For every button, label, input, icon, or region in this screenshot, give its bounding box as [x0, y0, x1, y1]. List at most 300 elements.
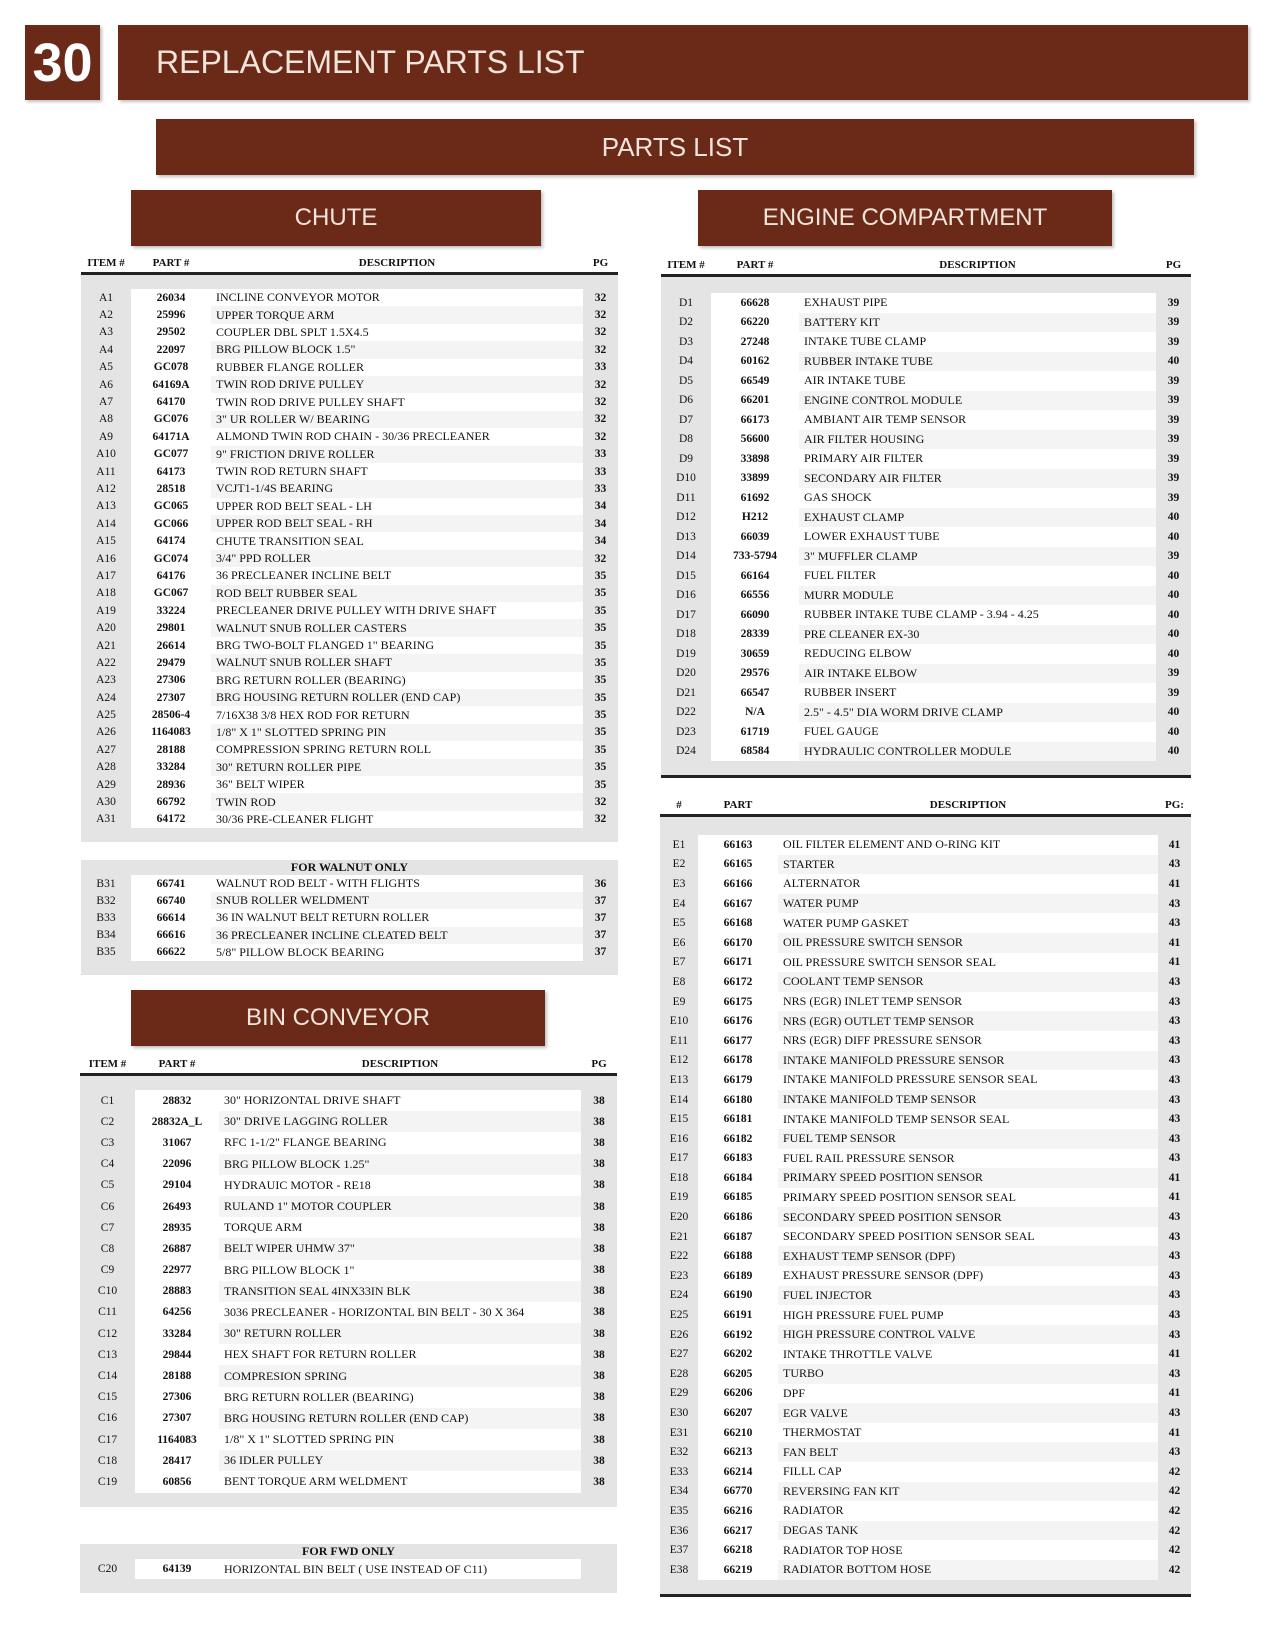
table-row [661, 722, 1191, 742]
description: HYDRAUIC MOTOR - RE18 [224, 1177, 371, 1192]
item-number: B35 [81, 944, 131, 961]
part-number: 66206 [723, 1387, 753, 1400]
part-number: 66172 [723, 975, 753, 988]
table-row [660, 874, 1191, 894]
part-number: 66178 [723, 1054, 753, 1067]
part-number: 66191 [723, 1309, 753, 1322]
page-ref: 35 [583, 672, 618, 689]
part-number: 61719 [740, 725, 770, 738]
page-ref: 41 [1158, 1384, 1191, 1404]
description: LOWER EXHAUST TUBE [804, 529, 940, 544]
table-row [660, 1501, 1191, 1521]
part-number: 25996 [156, 309, 186, 322]
description: TWIN ROD [211, 793, 583, 810]
part-number: 28188 [162, 1370, 192, 1383]
table-body [80, 1559, 617, 1579]
description: TRANSITION SEAL 4INX33IN BLK [219, 1281, 581, 1302]
description: TORQUE ARM [224, 1220, 303, 1235]
page-ref: 42 [1158, 1521, 1191, 1541]
table-row [661, 527, 1191, 547]
item-number: D8 [661, 430, 711, 450]
table-row [660, 1344, 1191, 1364]
description: TWIN ROD RETURN SHAFT [216, 464, 368, 479]
engine-e-table [660, 797, 1191, 1597]
page-ref: 39 [1156, 410, 1191, 430]
page-ref: 35 [583, 759, 618, 776]
description: EXHAUST PRESSURE SENSOR (DPF) [783, 1268, 984, 1283]
page-ref: 42 [1158, 1560, 1191, 1580]
table-row [660, 1109, 1191, 1129]
table-row [81, 927, 618, 944]
item-number: A4 [81, 341, 131, 358]
part-number: GC076 [153, 413, 189, 426]
description: SNUB ROLLER WELDMENT [211, 892, 583, 909]
table-footer [660, 1580, 1191, 1597]
subsection-title: FOR FWD ONLY [80, 1544, 617, 1559]
item-number: A28 [81, 759, 131, 776]
part-number: GC066 [153, 517, 189, 530]
table-row [81, 515, 618, 532]
part-number: 66175 [723, 995, 753, 1008]
column-header-pg: PG [591, 1058, 607, 1070]
part-number: 64256 [162, 1306, 192, 1319]
table-row [81, 706, 618, 723]
item-number: E26 [660, 1325, 698, 1345]
description: WALNUT SNUB ROLLER SHAFT [211, 654, 583, 671]
description: COMPRESION SPRING [219, 1365, 581, 1386]
table-row [661, 586, 1191, 606]
description: 36 IN WALNUT BELT RETURN ROLLER [216, 910, 430, 925]
page-ref: 43 [1158, 1109, 1191, 1129]
part-number: 22977 [162, 1264, 192, 1277]
part-number: 66192 [723, 1328, 753, 1341]
page-ref: 35 [583, 706, 618, 723]
page-ref: 43 [1158, 1011, 1191, 1031]
table-row [660, 1149, 1191, 1169]
part-number: 66220 [740, 316, 770, 329]
item-number: A12 [81, 480, 131, 497]
parts-list-subtitle: PARTS LIST [156, 119, 1194, 175]
part-number: 60856 [162, 1475, 192, 1488]
table-row [80, 1344, 617, 1365]
page-ref: 34 [583, 498, 618, 515]
item-number: C19 [80, 1471, 135, 1492]
part-number: 64139 [162, 1563, 192, 1575]
page-ref: 33 [583, 480, 618, 497]
part-number: 66549 [740, 374, 770, 387]
table-row [660, 1305, 1191, 1325]
page-ref: 35 [583, 741, 618, 758]
engine-table [661, 257, 1191, 778]
table-row [80, 1365, 617, 1386]
header-spacer [80, 1076, 617, 1090]
item-number: C9 [80, 1260, 135, 1281]
item-number: C5 [80, 1175, 135, 1196]
table-row [660, 1168, 1191, 1188]
description: CHUTE TRANSITION SEAL [216, 533, 364, 548]
description: FUEL INJECTOR [778, 1286, 1158, 1306]
description: EXHAUST TEMP SENSOR (DPF) [778, 1246, 1158, 1266]
description: PRIMARY SPEED POSITION SENSOR SEAL [783, 1189, 1016, 1204]
part-number: 22097 [156, 343, 186, 356]
table-row [661, 508, 1191, 528]
part-number: 28339 [740, 628, 770, 641]
item-number: E4 [660, 894, 698, 914]
page-ref: 43 [1158, 1246, 1191, 1266]
description: COOLANT TEMP SENSOR [778, 972, 1158, 992]
table-row [80, 1111, 617, 1132]
page-ref: 39 [1156, 293, 1191, 313]
item-number: E10 [660, 1011, 698, 1031]
page-ref: 38 [581, 1450, 617, 1471]
part-number: 66170 [723, 936, 753, 949]
page-ref: 41 [1158, 953, 1191, 973]
table-row [661, 605, 1191, 625]
page-ref: 39 [1156, 449, 1191, 469]
page-ref: 40 [1156, 742, 1191, 762]
part-number: 66770 [723, 1485, 753, 1498]
table-row [81, 875, 618, 892]
page-ref: 38 [581, 1471, 617, 1492]
part-number: 66185 [723, 1191, 753, 1204]
item-number: D17 [661, 605, 711, 625]
table-row [660, 1207, 1191, 1227]
table-body [80, 1090, 617, 1493]
table-row [660, 972, 1191, 992]
item-number: D4 [661, 352, 711, 372]
table-row [80, 1429, 617, 1450]
item-number: C13 [80, 1344, 135, 1365]
item-number: A18 [81, 585, 131, 602]
description: 3" UR ROLLER W/ BEARING [211, 411, 583, 428]
page-ref: 42 [1158, 1482, 1191, 1502]
item-number: D12 [661, 508, 711, 528]
page-ref: 43 [1158, 1227, 1191, 1247]
part-number: 66188 [723, 1250, 753, 1263]
bin-conveyor-table [80, 1056, 617, 1507]
item-number: E15 [660, 1109, 698, 1129]
column-header-desc: DESCRIPTION [929, 799, 1007, 811]
item-number: D19 [661, 644, 711, 664]
part-number: 66165 [723, 858, 753, 871]
page-ref: 38 [581, 1302, 617, 1323]
table-row [80, 1175, 617, 1196]
part-number: 64172 [156, 813, 186, 826]
item-number: D14 [661, 547, 711, 567]
table-row [80, 1260, 617, 1281]
description: INTAKE MANIFOLD PRESSURE SENSOR SEAL [783, 1072, 1038, 1087]
table-row [81, 637, 618, 654]
item-number: E21 [660, 1227, 698, 1247]
item-number: E33 [660, 1462, 698, 1482]
item-number: E11 [660, 1031, 698, 1051]
description: ROD BELT RUBBER SEAL [211, 585, 583, 602]
table-row [661, 313, 1191, 333]
part-number: GC078 [153, 361, 189, 374]
table-row [80, 1090, 617, 1111]
item-number: D21 [661, 683, 711, 703]
description: RADIATOR [783, 1503, 844, 1518]
item-number: A8 [81, 411, 131, 428]
item-number: E22 [660, 1246, 698, 1266]
page-ref: 32 [583, 289, 618, 306]
page-title: REPLACEMENT PARTS LIST [118, 25, 1248, 100]
item-number: E5 [660, 913, 698, 933]
description: 1/8" X 1" SLOTTED SPRING PIN [211, 724, 583, 741]
page-ref: 41 [1158, 1188, 1191, 1208]
item-number: B31 [81, 875, 131, 892]
part-number: GC077 [153, 448, 189, 461]
table-footer [80, 1493, 617, 1507]
column-header-item: ITEM # [87, 257, 125, 269]
page-ref: 38 [581, 1132, 617, 1153]
description: HORIZONTAL BIN BELT ( USE INSTEAD OF C11) [224, 1561, 488, 1576]
part-number: 26887 [162, 1242, 192, 1255]
page-ref: 32 [583, 341, 618, 358]
part-number: 66184 [723, 1171, 753, 1184]
page-ref: 43 [1158, 992, 1191, 1012]
item-number: A2 [81, 306, 131, 323]
table-row [661, 332, 1191, 352]
page-ref: 37 [583, 927, 618, 944]
page-ref: 38 [581, 1090, 617, 1111]
item-number: E36 [660, 1521, 698, 1541]
part-number: 66207 [723, 1407, 753, 1420]
table-row [80, 1238, 617, 1259]
item-number: A17 [81, 567, 131, 584]
table-row [81, 654, 618, 671]
item-number: E9 [660, 992, 698, 1012]
item-number: A15 [81, 532, 131, 549]
description: HEX SHAFT FOR RETURN ROLLER [224, 1347, 417, 1362]
description: ALTERNATOR [783, 876, 861, 891]
item-number: C7 [80, 1217, 135, 1238]
page-ref: 32 [583, 811, 618, 828]
part-number: 66090 [740, 608, 770, 621]
page-ref: 38 [581, 1175, 617, 1196]
table-row [81, 359, 618, 376]
page-ref: 43 [1158, 1305, 1191, 1325]
description: EGR VALVE [778, 1403, 1158, 1423]
description: BRG RETURN ROLLER (BEARING) [224, 1389, 414, 1404]
description: BELT WIPER UHMW 37" [219, 1238, 581, 1259]
table-row [80, 1217, 617, 1238]
part-number: 66210 [723, 1426, 753, 1439]
part-number: 66039 [740, 530, 770, 543]
table-row [660, 1560, 1191, 1580]
part-number: 66622 [156, 946, 186, 959]
column-header-pg: PG [1165, 259, 1182, 271]
item-number: E31 [660, 1423, 698, 1443]
table-body [661, 293, 1191, 761]
description: AIR INTAKE ELBOW [799, 664, 1156, 684]
table-row [80, 1154, 617, 1175]
page-ref: 43 [1158, 1090, 1191, 1110]
item-number: B32 [81, 892, 131, 909]
description: BRG TWO-BOLT FLANGED 1" BEARING [216, 638, 435, 652]
table-row [660, 1129, 1191, 1149]
part-number: 66556 [740, 589, 770, 602]
page-ref: 38 [581, 1217, 617, 1238]
column-header-item: ITEM # [667, 259, 705, 271]
description: REVERSING FAN KIT [778, 1482, 1158, 1502]
table-row [81, 567, 618, 584]
table-row [661, 391, 1191, 411]
table-body [81, 875, 618, 961]
description: RULAND 1" MOTOR COUPLER [219, 1196, 581, 1217]
item-number: A30 [81, 793, 131, 810]
fwd-table [80, 1544, 617, 1593]
table-row [660, 1246, 1191, 1266]
part-number: 26034 [156, 291, 186, 304]
page-ref: 39 [1156, 371, 1191, 391]
part-number: 28936 [156, 778, 186, 791]
item-number: D22 [661, 703, 711, 723]
table-row [661, 625, 1191, 645]
table-row [660, 1070, 1191, 1090]
description: WALNUT SNUB ROLLER CASTERS [211, 619, 583, 636]
page-ref: 41 [1158, 835, 1191, 855]
part-number: 66167 [723, 897, 753, 910]
table-footer [661, 761, 1191, 778]
page-ref: 38 [581, 1408, 617, 1429]
item-number: E6 [660, 933, 698, 953]
column-header-desc: DESCRIPTION [361, 1058, 439, 1070]
item-number: C4 [80, 1154, 135, 1175]
description: UPPER ROD BELT SEAL - LH [216, 498, 372, 513]
column-header-pg: PG [592, 257, 609, 269]
page-ref: 32 [583, 376, 618, 393]
description: AIR FILTER HOUSING [799, 430, 1156, 450]
table-row [660, 1462, 1191, 1482]
table-row [661, 293, 1191, 313]
item-number: E23 [660, 1266, 698, 1286]
part-number: 66219 [723, 1563, 753, 1576]
description: UPPER ROD BELT SEAL - RH [211, 515, 583, 532]
part-number: 33284 [162, 1327, 192, 1340]
part-number: 66189 [723, 1269, 753, 1282]
item-number: E16 [660, 1129, 698, 1149]
page-ref: 43 [1158, 1325, 1191, 1345]
item-number: A21 [81, 637, 131, 654]
part-number: 66177 [723, 1034, 753, 1047]
item-number: D5 [661, 371, 711, 391]
table-row [81, 428, 618, 445]
table-row [660, 1403, 1191, 1423]
description: FAN BELT [778, 1442, 1158, 1462]
part-number: 66216 [723, 1504, 753, 1517]
table-row [660, 1090, 1191, 1110]
page-ref: 43 [1158, 1031, 1191, 1051]
item-number: A10 [81, 446, 131, 463]
page-ref: 41 [1158, 1423, 1191, 1443]
part-number: 61692 [740, 491, 770, 504]
table-row [80, 1132, 617, 1153]
page-ref: 43 [1158, 1403, 1191, 1423]
part-number: 64169A [152, 378, 190, 391]
part-number: 29801 [156, 622, 186, 635]
part-number: 28417 [162, 1454, 192, 1467]
table-header [661, 257, 1191, 277]
description: 1/8" X 1" SLOTTED SPRING PIN [224, 1432, 395, 1447]
part-number: 64176 [156, 569, 186, 582]
page-ref: 35 [583, 654, 618, 671]
table-row [660, 1482, 1191, 1502]
table-row [81, 909, 618, 926]
description: RUBBER FLANGE ROLLER [216, 359, 365, 374]
part-number: 28935 [162, 1221, 192, 1234]
part-number: 28506-4 [151, 709, 191, 722]
description: 30" DRIVE LAGGING ROLLER [219, 1111, 581, 1132]
page-ref: 34 [583, 532, 618, 549]
table-row [660, 855, 1191, 875]
description: NRS (EGR) INLET TEMP SENSOR [783, 994, 963, 1009]
page-ref: 38 [581, 1196, 617, 1217]
page-ref: 42 [1158, 1540, 1191, 1560]
part-number: 27307 [162, 1412, 192, 1425]
page-ref: 32 [583, 550, 618, 567]
table-row [80, 1471, 617, 1492]
item-number: D9 [661, 449, 711, 469]
part-number: 33899 [740, 472, 770, 485]
column-header-pg: PG: [1165, 799, 1184, 811]
page-ref: 32 [583, 324, 618, 341]
description: WATER PUMP GASKET [783, 915, 909, 930]
table-row [80, 1281, 617, 1302]
part-number: 28188 [156, 743, 186, 756]
item-number: D11 [661, 488, 711, 508]
page-ref: 32 [583, 411, 618, 428]
item-number: A3 [81, 324, 131, 341]
item-number: A7 [81, 393, 131, 410]
description: 30/36 PRE-CLEANER FLIGHT [216, 811, 374, 826]
part-number: GC067 [153, 587, 189, 600]
header-spacer [81, 275, 618, 289]
part-number: 26614 [156, 639, 186, 652]
page-ref: 40 [1156, 703, 1191, 723]
table-row [80, 1408, 617, 1429]
page-ref: 33 [583, 463, 618, 480]
item-number: A29 [81, 776, 131, 793]
table-row [80, 1302, 617, 1323]
table-row [81, 480, 618, 497]
page-ref: 32 [583, 306, 618, 323]
part-number: 66179 [723, 1073, 753, 1086]
description: COMPRESSION SPRING RETURN ROLL [216, 742, 432, 757]
table-row [81, 944, 618, 961]
page-ref: 35 [583, 776, 618, 793]
part-number: 27248 [740, 335, 770, 348]
table-footer [81, 828, 618, 842]
description: INTAKE TUBE CLAMP [804, 334, 927, 349]
description: 36 IDLER PULLEY [219, 1450, 581, 1471]
page-ref: 39 [1156, 313, 1191, 333]
page-ref: 37 [583, 944, 618, 961]
item-number: E25 [660, 1305, 698, 1325]
table-row [660, 1011, 1191, 1031]
description: BRG PILLOW BLOCK 1.5" [211, 341, 583, 358]
page-ref [581, 1559, 617, 1579]
table-footer [80, 1579, 617, 1593]
item-number: A27 [81, 741, 131, 758]
page-number: 30 [25, 25, 100, 100]
description: 9" FRICTION DRIVE ROLLER [211, 446, 583, 463]
item-number: C17 [80, 1429, 135, 1450]
page-ref: 40 [1156, 625, 1191, 645]
page-ref: 33 [583, 359, 618, 376]
table-row [660, 1325, 1191, 1345]
description: 36 PRECLEANER INCLINE CLEATED BELT [211, 927, 583, 944]
